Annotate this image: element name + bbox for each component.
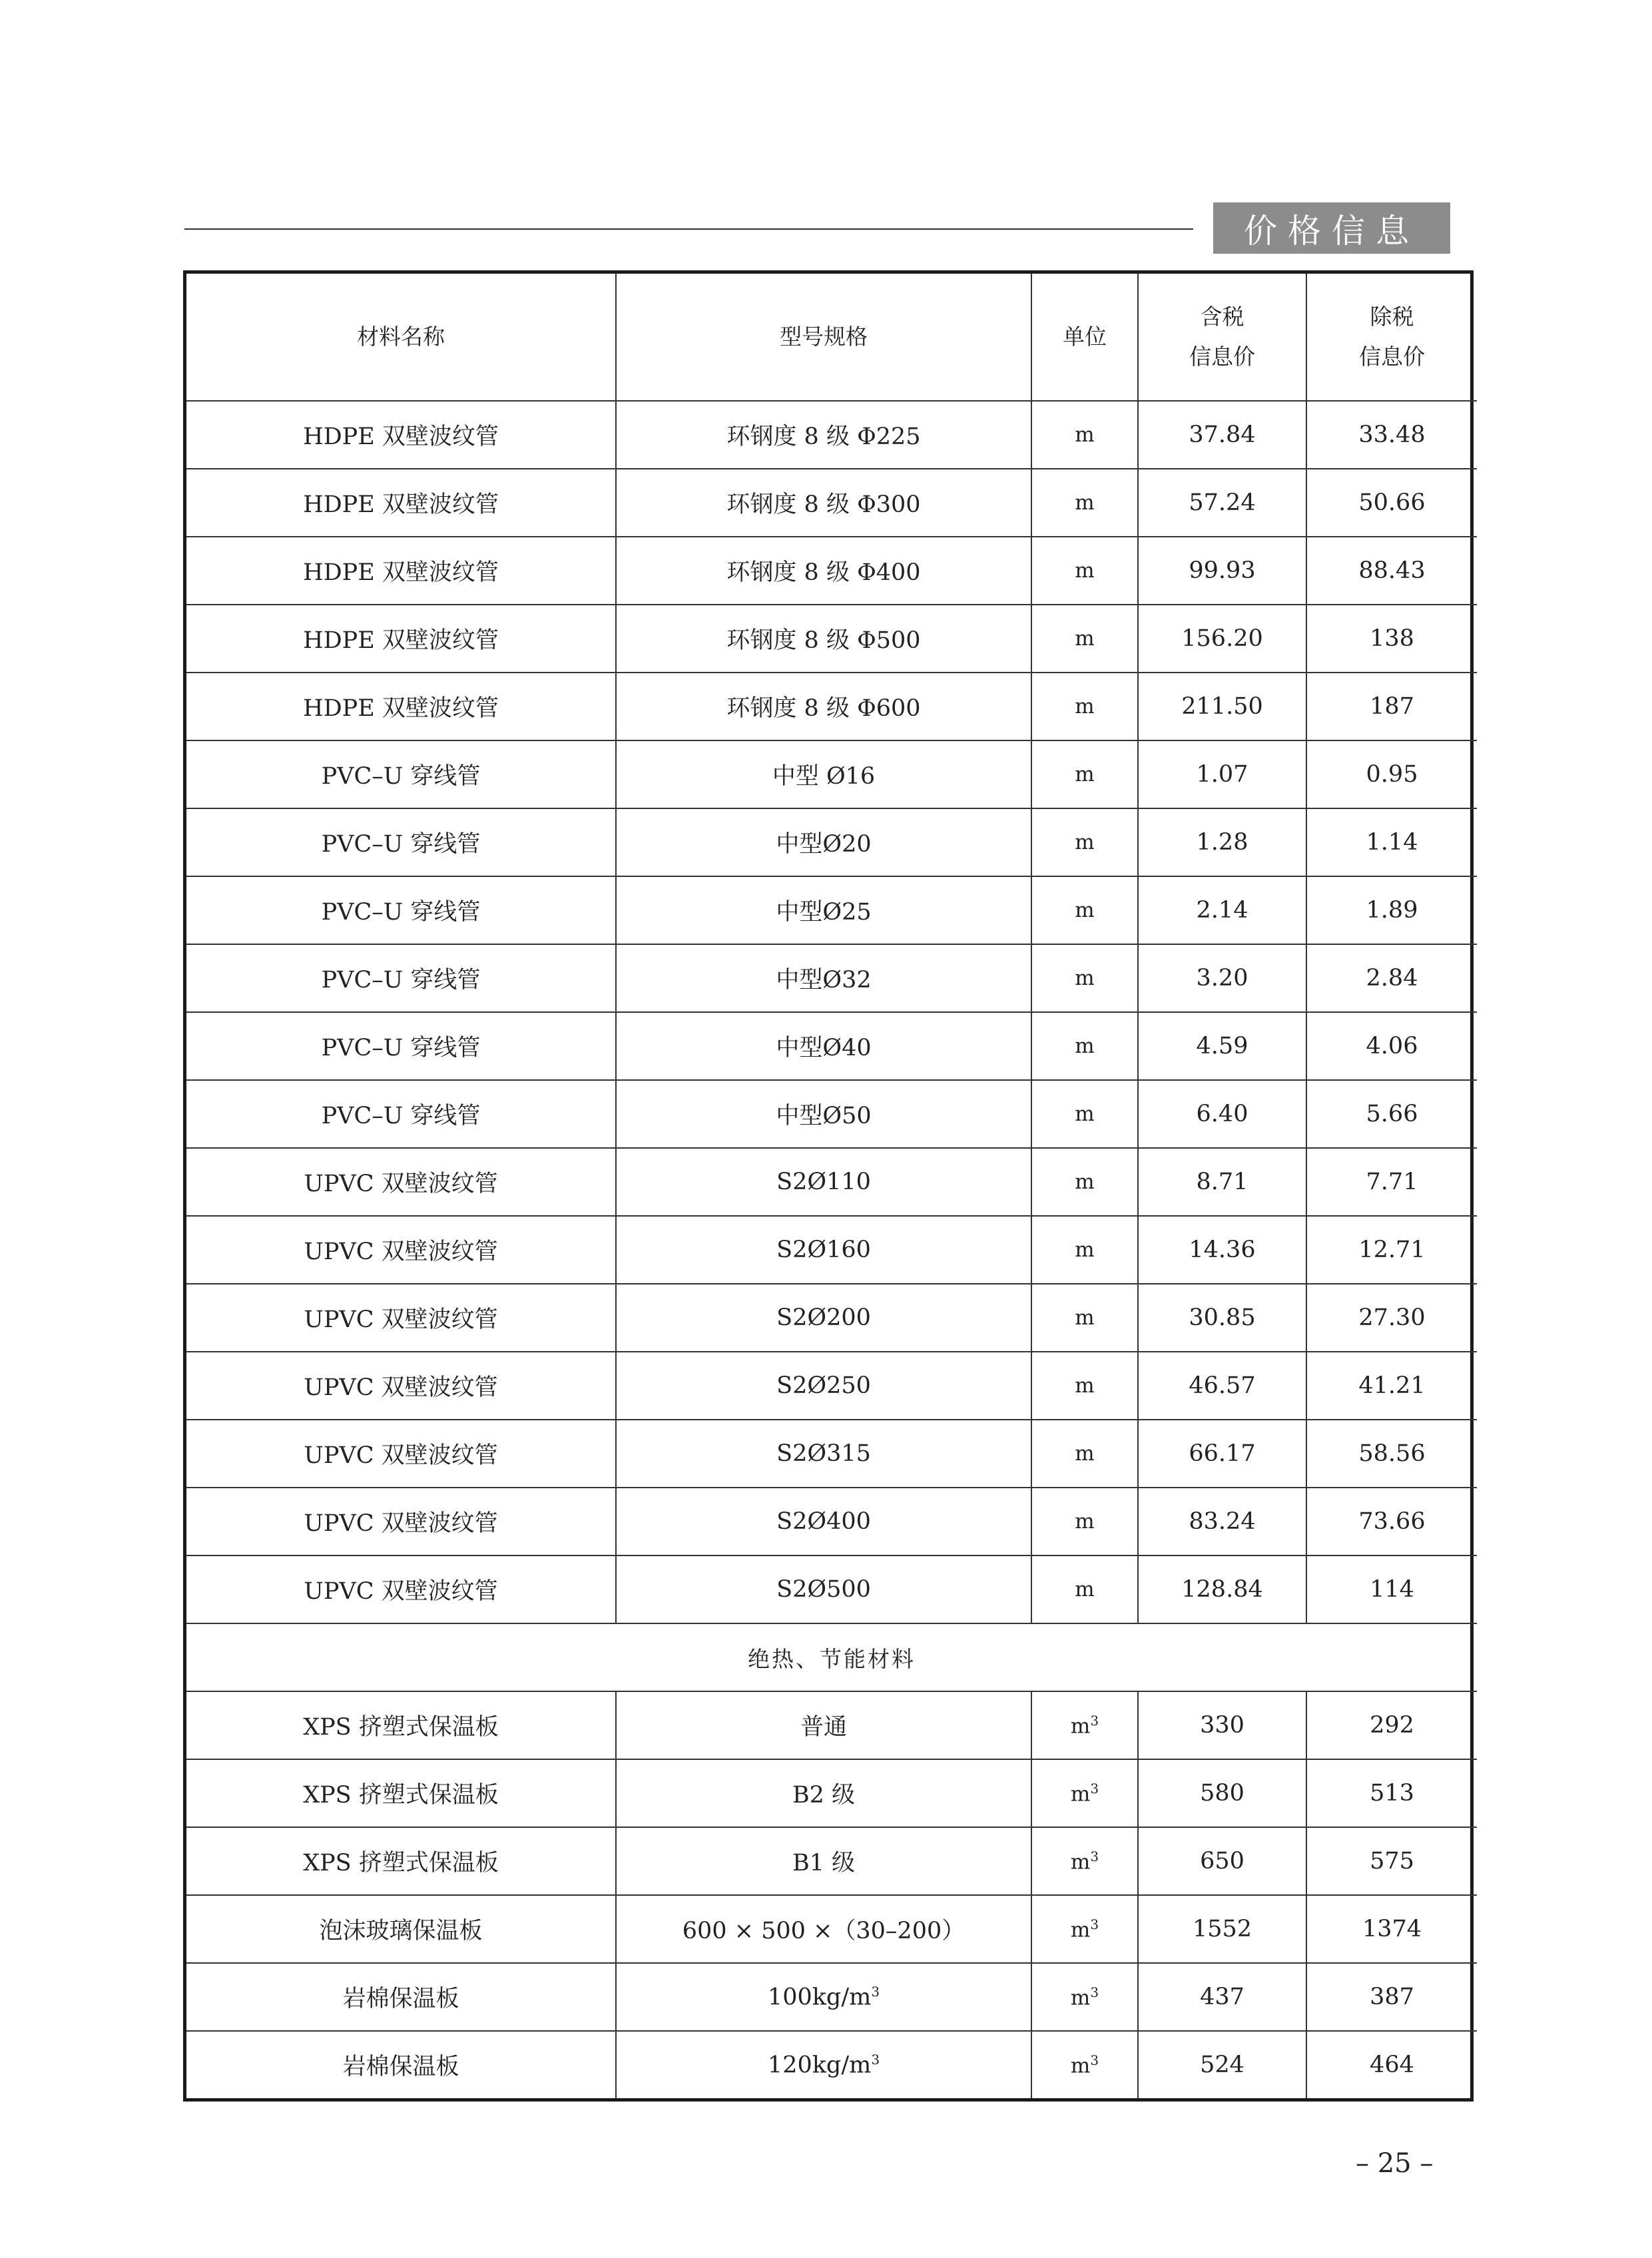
cell-price-tax — [1138, 876, 1306, 944]
cell-spec — [616, 1963, 1031, 2031]
cell-spec — [616, 1216, 1031, 1284]
cell-name-text: XPS 挤塑式保温板 — [303, 1782, 499, 1809]
cell-unit — [1031, 605, 1138, 673]
cell-price-notax-text: 513 — [1370, 1780, 1414, 1807]
table-header-row — [186, 274, 1477, 401]
cell-unit-superscript: 3 — [1090, 1916, 1099, 1932]
cell-spec-text: 中型Ø20 — [776, 831, 872, 858]
cell-spec — [616, 401, 1031, 469]
cell-name-text: PVC–U 穿线管 — [321, 1035, 481, 1061]
cell-price-notax-text: 27.30 — [1358, 1304, 1426, 1331]
cell-price-tax-text: 1.07 — [1196, 761, 1248, 788]
cell-unit — [1031, 1148, 1138, 1216]
cell-spec — [616, 740, 1031, 808]
cell-spec-text: 环钢度 8 级 Φ300 — [726, 491, 921, 518]
cell-price-notax — [1306, 1691, 1477, 1759]
cell-price-tax-text: 330 — [1200, 1712, 1244, 1739]
cell-spec-text: 环钢度 8 级 Φ500 — [726, 627, 921, 654]
cell-spec-superscript: 3 — [871, 1983, 880, 2000]
cell-price-tax — [1138, 1827, 1306, 1895]
cell-name-text: PVC–U 穿线管 — [321, 899, 481, 926]
cell-price-notax-text: 12.71 — [1358, 1237, 1426, 1263]
cell-price-notax — [1306, 1012, 1477, 1080]
cell-name-text: 岩棉保温板 — [342, 1986, 459, 2012]
cell-unit-text: m — [1075, 491, 1095, 515]
cell-unit — [1031, 537, 1138, 605]
cell-name — [186, 1148, 616, 1216]
cell-spec — [616, 469, 1031, 537]
cell-price-tax-text: 14.36 — [1189, 1237, 1256, 1263]
cell-price-tax-text: 156.20 — [1181, 625, 1263, 652]
cell-price-tax-text: 437 — [1200, 1984, 1244, 2010]
cell-price-notax — [1306, 1352, 1477, 1420]
cell-spec — [616, 1555, 1031, 1623]
cell-price-notax — [1306, 1284, 1477, 1352]
cell-name-text: HDPE 双壁波纹管 — [303, 627, 499, 654]
table-row — [186, 469, 1477, 537]
cell-price-notax-text: 187 — [1370, 693, 1414, 720]
cell-price-notax — [1306, 401, 1477, 469]
cell-unit-text: m — [1075, 1510, 1095, 1534]
cell-name — [186, 605, 616, 673]
table-row — [186, 1352, 1477, 1420]
cell-name — [186, 1216, 616, 1284]
cell-price-notax-text: 114 — [1370, 1576, 1414, 1603]
cell-unit — [1031, 1555, 1138, 1623]
cell-price-tax — [1138, 1420, 1306, 1488]
cell-name — [186, 1691, 616, 1759]
table-row — [186, 605, 1477, 673]
cell-unit-text: m — [1075, 1442, 1095, 1466]
table-row — [186, 401, 1477, 469]
price-notax-line1: 除税 — [1370, 304, 1414, 330]
cell-price-notax — [1306, 1488, 1477, 1555]
cell-unit-text: m — [1070, 1918, 1091, 1942]
section-title: 绝热、节能材料 — [186, 1623, 1477, 1691]
cell-price-tax — [1138, 1012, 1306, 1080]
cell-name — [186, 1012, 616, 1080]
table-row — [186, 1284, 1477, 1352]
table-row — [186, 537, 1477, 605]
cell-unit-text: m — [1075, 1170, 1095, 1194]
cell-name-text: 岩棉保温板 — [342, 2054, 459, 2080]
cell-spec — [616, 1759, 1031, 1827]
cell-spec — [616, 1284, 1031, 1352]
cell-spec-text: S2Ø160 — [776, 1237, 871, 1263]
cell-name — [186, 1420, 616, 1488]
table-row — [186, 1216, 1477, 1284]
price-table-container — [183, 270, 1474, 2102]
header-rule — [184, 228, 1193, 230]
cell-price-notax — [1306, 537, 1477, 605]
table-row — [186, 944, 1477, 1012]
cell-price-notax — [1306, 1216, 1477, 1284]
cell-spec-text: S2Ø500 — [776, 1576, 871, 1603]
cell-name-text: XPS 挤塑式保温板 — [303, 1714, 499, 1741]
cell-unit-text: m — [1075, 1102, 1095, 1126]
cell-spec-text: S2Ø250 — [776, 1372, 871, 1399]
cell-price-notax-text: 1.89 — [1366, 897, 1418, 924]
cell-name-text: HDPE 双壁波纹管 — [303, 559, 499, 586]
cell-price-notax — [1306, 808, 1477, 876]
table-row — [186, 876, 1477, 944]
table-row — [186, 740, 1477, 808]
cell-price-notax-text: 464 — [1370, 2052, 1414, 2078]
cell-unit-superscript: 3 — [1090, 1712, 1099, 1729]
cell-price-notax — [1306, 1827, 1477, 1895]
cell-price-notax-text: 1.14 — [1366, 829, 1418, 856]
table-row — [186, 1895, 1477, 1963]
cell-price-notax — [1306, 876, 1477, 944]
cell-price-notax-text: 50.66 — [1358, 489, 1426, 516]
cell-unit-superscript: 3 — [1090, 1984, 1099, 2000]
cell-unit-text: m — [1075, 830, 1095, 854]
cell-unit-text: m — [1075, 559, 1095, 583]
cell-price-tax — [1138, 740, 1306, 808]
cell-price-notax-text: 33.48 — [1358, 422, 1426, 448]
table-row — [186, 1555, 1477, 1623]
cell-name — [186, 876, 616, 944]
cell-unit — [1031, 1691, 1138, 1759]
cell-spec — [616, 1488, 1031, 1555]
price-notax-line2: 信息价 — [1359, 344, 1425, 370]
price-tax-line1: 含税 — [1200, 304, 1244, 330]
cell-name-text: XPS 挤塑式保温板 — [303, 1850, 499, 1876]
table-row — [186, 1963, 1477, 2031]
cell-price-notax — [1306, 605, 1477, 673]
cell-price-tax — [1138, 1555, 1306, 1623]
cell-unit-text: m — [1075, 423, 1095, 447]
cell-name-text: UPVC 双壁波纹管 — [304, 1442, 498, 1469]
cell-name — [186, 673, 616, 740]
cell-spec — [616, 537, 1031, 605]
cell-unit — [1031, 1488, 1138, 1555]
cell-unit — [1031, 2031, 1138, 2098]
cell-spec — [616, 1420, 1031, 1488]
cell-unit-text: m — [1070, 1850, 1091, 1874]
cell-price-notax-text: 1374 — [1362, 1916, 1422, 1942]
cell-spec — [616, 605, 1031, 673]
cell-price-tax — [1138, 1895, 1306, 1963]
cell-price-tax — [1138, 1148, 1306, 1216]
cell-spec-text: 中型 Ø16 — [772, 763, 876, 790]
cell-name — [186, 1759, 616, 1827]
cell-unit-text: m — [1075, 966, 1095, 990]
table-row — [186, 1827, 1477, 1895]
table-row — [186, 2031, 1477, 2098]
cell-unit — [1031, 1759, 1138, 1827]
cell-price-notax-text: 2.84 — [1366, 965, 1418, 991]
cell-unit — [1031, 1420, 1138, 1488]
cell-unit — [1031, 1827, 1138, 1895]
cell-price-notax-text: 4.06 — [1366, 1033, 1418, 1059]
cell-spec-text: 普通 — [800, 1714, 847, 1741]
cell-spec — [616, 876, 1031, 944]
cell-spec-text: 中型Ø25 — [776, 899, 872, 926]
cell-unit-text: m — [1075, 1306, 1095, 1330]
cell-price-tax-text: 3.20 — [1196, 965, 1248, 991]
table-row — [186, 1012, 1477, 1080]
cell-spec-text: 中型Ø40 — [776, 1035, 872, 1061]
cell-price-notax — [1306, 1148, 1477, 1216]
cell-spec-text: B2 级 — [792, 1782, 856, 1809]
cell-price-notax — [1306, 1895, 1477, 1963]
cell-name — [186, 808, 616, 876]
cell-price-tax-text: 650 — [1200, 1848, 1244, 1874]
cell-price-notax-text: 387 — [1370, 1984, 1414, 2010]
cell-unit — [1031, 808, 1138, 876]
cell-price-tax-text: 4.59 — [1196, 1033, 1248, 1059]
cell-spec-text: 中型Ø50 — [776, 1103, 872, 1129]
cell-name — [186, 2031, 616, 2098]
cell-name-text: PVC–U 穿线管 — [321, 1103, 481, 1129]
column-header-name: 材料名称 — [186, 274, 616, 401]
cell-spec — [616, 1012, 1031, 1080]
cell-spec-text: 100kg/m — [767, 1984, 872, 2011]
page-number: – 25 – — [1356, 2148, 1434, 2179]
table-row — [186, 673, 1477, 740]
cell-unit-superscript: 3 — [1090, 2052, 1099, 2068]
cell-price-tax — [1138, 1352, 1306, 1420]
cell-price-tax-text: 57.24 — [1189, 489, 1256, 516]
cell-price-tax-text: 211.50 — [1181, 693, 1263, 720]
cell-price-tax — [1138, 1216, 1306, 1284]
cell-price-tax — [1138, 944, 1306, 1012]
cell-price-tax — [1138, 673, 1306, 740]
cell-price-tax-text: 99.93 — [1189, 557, 1256, 584]
cell-name-text: UPVC 双壁波纹管 — [304, 1510, 498, 1537]
cell-price-tax-text: 66.17 — [1189, 1440, 1256, 1467]
cell-name-text: 泡沫玻璃保温板 — [319, 1918, 483, 1944]
table-body — [186, 401, 1477, 2098]
cell-unit-text: m — [1075, 1374, 1095, 1398]
cell-price-notax — [1306, 1759, 1477, 1827]
cell-name-text: HDPE 双壁波纹管 — [303, 423, 499, 450]
column-header-price-tax — [1138, 274, 1306, 401]
cell-unit — [1031, 1080, 1138, 1148]
cell-spec — [616, 1352, 1031, 1420]
column-header-unit: 单位 — [1031, 274, 1138, 401]
cell-name-text: PVC–U 穿线管 — [321, 763, 481, 790]
cell-price-notax — [1306, 1963, 1477, 2031]
table-row — [186, 1691, 1477, 1759]
cell-price-notax-text: 5.66 — [1366, 1101, 1418, 1127]
cell-price-notax — [1306, 740, 1477, 808]
cell-unit — [1031, 1895, 1138, 1963]
cell-name — [186, 1080, 616, 1148]
cell-price-notax-text: 73.66 — [1358, 1508, 1426, 1535]
cell-spec-text: 环钢度 8 级 Φ600 — [726, 695, 921, 722]
cell-unit — [1031, 469, 1138, 537]
cell-unit-text: m — [1070, 1782, 1091, 1807]
cell-unit — [1031, 944, 1138, 1012]
cell-unit-text: m — [1070, 2054, 1091, 2078]
cell-name-text: HDPE 双壁波纹管 — [303, 695, 499, 722]
price-tax-line2: 信息价 — [1189, 344, 1255, 370]
cell-name-text: UPVC 双壁波纹管 — [304, 1374, 498, 1401]
cell-name — [186, 469, 616, 537]
cell-price-tax-text: 1.28 — [1196, 829, 1248, 856]
column-header-price-notax — [1306, 274, 1477, 401]
cell-unit-superscript: 3 — [1090, 1780, 1099, 1797]
cell-price-tax — [1138, 2031, 1306, 2098]
cell-price-tax-text: 1552 — [1192, 1916, 1252, 1942]
cell-name — [186, 1284, 616, 1352]
cell-price-tax — [1138, 1080, 1306, 1148]
cell-price-tax-text: 524 — [1200, 2052, 1244, 2078]
cell-spec-text: S2Ø200 — [776, 1304, 871, 1331]
cell-unit — [1031, 401, 1138, 469]
cell-name — [186, 1555, 616, 1623]
cell-price-tax — [1138, 1691, 1306, 1759]
cell-price-tax — [1138, 469, 1306, 537]
cell-price-tax — [1138, 1759, 1306, 1827]
cell-price-tax — [1138, 401, 1306, 469]
cell-price-tax-text: 37.84 — [1189, 422, 1256, 448]
cell-price-notax — [1306, 2031, 1477, 2098]
cell-spec-text: 环钢度 8 级 Φ400 — [726, 559, 921, 586]
cell-name — [186, 1352, 616, 1420]
cell-price-notax — [1306, 673, 1477, 740]
cell-name-text: UPVC 双壁波纹管 — [304, 1171, 498, 1197]
cell-price-tax-text: 46.57 — [1189, 1372, 1256, 1399]
cell-price-notax-text: 292 — [1370, 1712, 1414, 1739]
column-header-spec: 型号规格 — [616, 274, 1031, 401]
cell-spec — [616, 1827, 1031, 1895]
cell-price-notax — [1306, 1420, 1477, 1488]
cell-spec-text: S2Ø110 — [776, 1169, 871, 1195]
cell-price-tax — [1138, 537, 1306, 605]
cell-spec-text: S2Ø400 — [776, 1508, 871, 1535]
cell-spec — [616, 1691, 1031, 1759]
cell-spec-text: 环钢度 8 级 Φ225 — [726, 423, 921, 450]
cell-name — [186, 537, 616, 605]
cell-spec — [616, 2031, 1031, 2098]
cell-name-text: PVC–U 穿线管 — [321, 967, 481, 993]
cell-price-notax-text: 58.56 — [1358, 1440, 1426, 1467]
cell-spec-text: S2Ø315 — [776, 1440, 871, 1467]
cell-price-notax — [1306, 944, 1477, 1012]
cell-name — [186, 1488, 616, 1555]
cell-price-notax-text: 575 — [1370, 1848, 1414, 1874]
cell-name — [186, 401, 616, 469]
cell-unit-text: m — [1075, 898, 1095, 922]
cell-name — [186, 740, 616, 808]
cell-name — [186, 1963, 616, 2031]
cell-price-tax — [1138, 808, 1306, 876]
cell-spec-text: 中型Ø32 — [776, 967, 872, 993]
section-badge: 价格信息 — [1213, 202, 1450, 254]
cell-unit — [1031, 1963, 1138, 2031]
cell-price-notax-text: 7.71 — [1366, 1169, 1418, 1195]
cell-spec-text: 600 × 500 ×（30–200） — [682, 1918, 965, 1944]
cell-name-text: PVC–U 穿线管 — [321, 831, 481, 858]
cell-price-notax-text: 0.95 — [1366, 761, 1418, 788]
cell-name — [186, 944, 616, 1012]
cell-unit — [1031, 740, 1138, 808]
cell-price-notax — [1306, 469, 1477, 537]
cell-price-tax-text: 128.84 — [1181, 1576, 1263, 1603]
cell-unit-text: m — [1075, 1034, 1095, 1058]
cell-unit-text: m — [1070, 1986, 1091, 2010]
cell-name-text: UPVC 双壁波纹管 — [304, 1578, 498, 1605]
table-row — [186, 1488, 1477, 1555]
cell-price-notax-text: 41.21 — [1358, 1372, 1426, 1399]
cell-unit — [1031, 673, 1138, 740]
cell-unit — [1031, 1352, 1138, 1420]
cell-price-tax-text: 2.14 — [1196, 897, 1248, 924]
cell-unit-text: m — [1075, 762, 1095, 786]
cell-spec-text: B1 级 — [792, 1850, 856, 1876]
cell-spec — [616, 944, 1031, 1012]
cell-spec-superscript: 3 — [871, 2051, 880, 2068]
cell-price-tax — [1138, 1488, 1306, 1555]
cell-price-notax-text: 138 — [1370, 625, 1414, 652]
cell-spec — [616, 808, 1031, 876]
cell-name — [186, 1827, 616, 1895]
cell-price-tax — [1138, 605, 1306, 673]
cell-unit-text: m — [1075, 695, 1095, 718]
cell-price-tax-text: 6.40 — [1196, 1101, 1248, 1127]
cell-price-tax-text: 30.85 — [1189, 1304, 1256, 1331]
cell-unit-text: m — [1070, 1714, 1091, 1739]
cell-unit-superscript: 3 — [1090, 1848, 1099, 1864]
cell-price-tax-text: 83.24 — [1189, 1508, 1256, 1535]
cell-spec — [616, 673, 1031, 740]
cell-price-tax — [1138, 1284, 1306, 1352]
table-row — [186, 1148, 1477, 1216]
table-row — [186, 1759, 1477, 1827]
cell-name — [186, 1895, 616, 1963]
cell-price-tax — [1138, 1963, 1306, 2031]
cell-spec — [616, 1148, 1031, 1216]
cell-unit — [1031, 1284, 1138, 1352]
price-table — [186, 274, 1477, 2098]
section-row — [186, 1623, 1477, 1691]
cell-unit — [1031, 876, 1138, 944]
cell-unit-text: m — [1075, 1238, 1095, 1262]
cell-name-text: HDPE 双壁波纹管 — [303, 491, 499, 518]
cell-spec-text: 120kg/m — [767, 2052, 872, 2079]
cell-spec — [616, 1895, 1031, 1963]
table-row — [186, 1420, 1477, 1488]
cell-name-text: UPVC 双壁波纹管 — [304, 1306, 498, 1333]
table-row — [186, 808, 1477, 876]
cell-price-notax-text: 88.43 — [1358, 557, 1426, 584]
table-row — [186, 1080, 1477, 1148]
cell-price-notax — [1306, 1080, 1477, 1148]
cell-price-tax-text: 8.71 — [1196, 1169, 1248, 1195]
cell-price-tax-text: 580 — [1200, 1780, 1244, 1807]
cell-price-notax — [1306, 1555, 1477, 1623]
cell-unit — [1031, 1012, 1138, 1080]
cell-unit — [1031, 1216, 1138, 1284]
cell-spec — [616, 1080, 1031, 1148]
cell-unit-text: m — [1075, 627, 1095, 651]
cell-unit-text: m — [1075, 1577, 1095, 1601]
cell-name-text: UPVC 双壁波纹管 — [304, 1239, 498, 1265]
